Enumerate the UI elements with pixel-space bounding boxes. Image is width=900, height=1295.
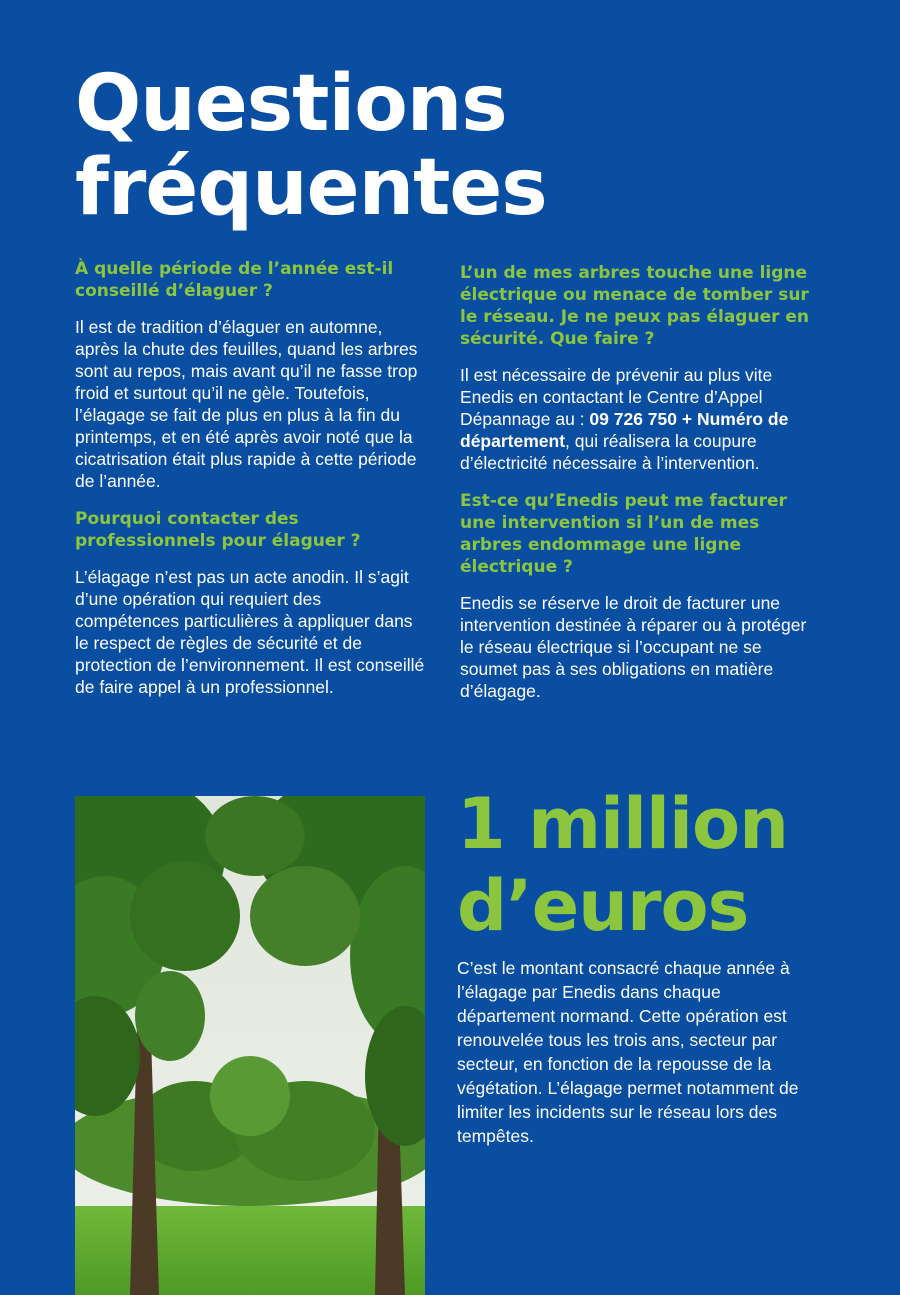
faq-answer-why-professionals: L’élagage n’est pas un acte anodin. Il s’agit d’une opération qui requiert des compétences particulières à appliquer dans le respect de règles de sécurité et de protection de l’environnement. Il est conseillé de faire appel à un professionnel. <box>75 567 425 697</box>
budget-description: C’est le montant consacré chaque année à l’élagage par Enedis dans chaque département normand. Cette opération est renouvelée tous les trois ans, secteur par secteur, en fonction de la repousse de la végétation. L’élagage permet notamment de limiter les incidents sur le réseau lors des tempêtes. <box>457 958 799 1146</box>
faq-answer-billing: Enedis se réserve le droit de facturer une intervention destinée à réparer ou à protéger le réseau électrique si l’occupant ne se soumet pas à ses obligations en matière d’élagage. <box>460 593 807 701</box>
faq-left-column <box>75 258 425 714</box>
budget-headline-line-1: 1 million <box>457 783 788 865</box>
budget-headline <box>457 783 788 947</box>
faq-right-column <box>460 262 820 718</box>
trees-illustration <box>75 796 425 1295</box>
faq-question-tree-touches-line: L’un de mes arbres touche une ligne électrique ou menace de tomber sur le réseau. Je ne peux pas élaguer en sécurité. Que faire ? <box>460 263 810 349</box>
faq-question-pruning-period: À quelle période de l’année est-il conseillé d’élaguer ? <box>75 259 394 301</box>
faq-answer-pruning-period: Il est de tradition d’élaguer en automne, après la chute des feuilles, quand les arbres sont au repos, mais avant qu’il ne fasse trop froid et surtout qu’il ne gèle. Toutefois, l’élagage se fait de plus en plus à la fin du printemps, et en été après avoir noté que la cicatrisation était plus rapide à cette période de l’année. <box>75 317 418 491</box>
page-title-line-2: fréquentes <box>75 143 547 233</box>
emergency-phone-number: 09 726 750 + Numéro de département <box>460 409 789 451</box>
faq-answer-tree-touches-line <box>460 364 820 474</box>
answer-text-outro: , qui réalisera la coupure d’électricité nécessaire à l’intervention. <box>460 431 760 473</box>
trees-photo <box>75 796 425 1295</box>
budget-headline-line-2: d’euros <box>457 865 749 947</box>
page-title-line-1: Questions <box>75 59 507 149</box>
page-title <box>75 59 547 233</box>
faq-question-billing: Est-ce qu’Enedis peut me facturer une intervention si l’un de mes arbres endommage une ligne électrique ? <box>460 491 787 577</box>
answer-text-intro: Il est nécessaire de prévenir au plus vite Enedis en contactant le Centre d’Appel Dépannage au : <box>460 365 773 429</box>
faq-question-why-professionals: Pourquoi contacter des professionnels pour élaguer ? <box>75 509 361 551</box>
